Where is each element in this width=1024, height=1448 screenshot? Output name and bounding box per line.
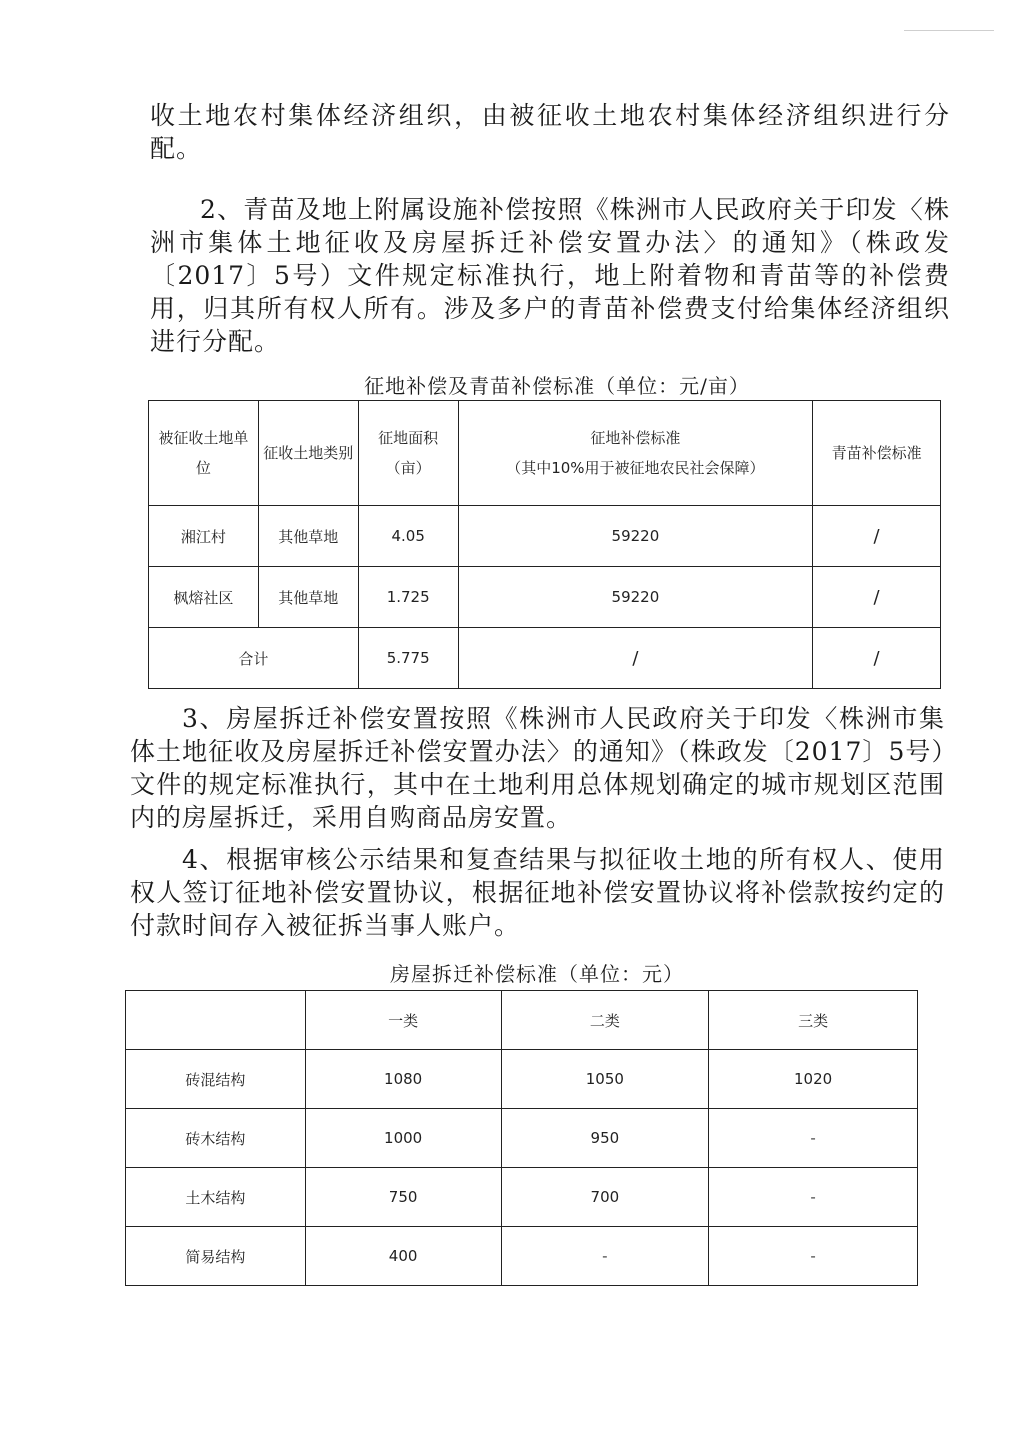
header-crop: 青苗补偿标准 [813,401,941,506]
cell-class-1: 400 [305,1227,501,1286]
paragraph-2: 2、青苗及地上附属设施补偿按照《株洲市人民政府关于印发〈株洲市集体土地征收及房屋拆迁补偿安置办法〉的通知》（株政发〔2017〕5号）文件规定标准执行，地上附着物和青苗等的补偿费用，归其所有权人所有。涉及多户的青苗补偿费支付给集体经济组织进行分配。 [150,195,950,356]
table2-caption: 房屋拆迁补偿标准（单位：元） [390,962,684,986]
cell-class-1: 750 [305,1168,501,1227]
cell-category: 其他草地 [258,567,358,628]
cell-standard: 59220 [458,506,813,567]
cell-area: 4.05 [358,506,458,567]
cell-class-3: - [709,1227,918,1286]
cell-structure: 简易结构 [126,1227,306,1286]
table-row [149,506,941,567]
header-class-3: 三类 [709,991,918,1050]
header-class-2: 二类 [501,991,709,1050]
paragraph-1: 收土地农村集体经济组织，由被征收土地农村集体经济组织进行分配。 [150,101,950,163]
header-unit: 被征收土地单位 [149,401,259,506]
header-empty [126,991,306,1050]
cell-class-2: 950 [501,1109,709,1168]
table1-header-row [149,401,941,506]
table-row [149,567,941,628]
cell-class-3: - [709,1168,918,1227]
header-area: 征地面积（亩） [358,401,458,506]
cell-unit: 枫熔社区 [149,567,259,628]
table-row [126,1227,918,1286]
table-row [126,1109,918,1168]
table2-header-row [126,991,918,1050]
paragraph-4: 4、根据审核公示结果和复查结果与拟征收土地的所有权人、使用权人签订征地补偿安置协议，根据征地补偿安置协议将补偿款按约定的付款时间存入被征拆当事人账户。 [130,845,945,940]
cell-class-2: - [501,1227,709,1286]
cell-class-1: 1000 [305,1109,501,1168]
cell-total-area: 5.775 [358,628,458,689]
land-compensation-table [148,400,941,689]
paragraph-3: 3、房屋拆迁补偿安置按照《株洲市人民政府关于印发〈株洲市集体土地征收及房屋拆迁补偿安置办法〉的通知》（株政发〔2017〕5号）文件的规定标准执行，其中在土地利用总体规划确定的城市规划区范围内的房屋拆迁，采用自购商品房安置。 [130,704,945,832]
cell-unit: 湘江村 [149,506,259,567]
cell-total-label: 合计 [149,628,359,689]
cell-class-3: - [709,1109,918,1168]
cell-area: 1.725 [358,567,458,628]
cell-class-1: 1080 [305,1050,501,1109]
cell-structure: 土木结构 [126,1168,306,1227]
cell-category: 其他草地 [258,506,358,567]
header-standard-label: 征地补偿标准 [590,429,681,447]
cell-total-standard: / [458,628,813,689]
cell-class-2: 1050 [501,1050,709,1109]
cell-class-3: 1020 [709,1050,918,1109]
table1-caption: 征地补偿及青苗补偿标准（单位：元/亩） [364,374,750,398]
header-class-1: 一类 [305,991,501,1050]
header-standard [458,401,813,506]
header-standard-note: （其中10%用于被征地农民社会保障） [506,459,765,477]
header-category: 征收土地类别 [258,401,358,506]
table-row [126,1168,918,1227]
cell-crop: / [813,567,941,628]
table-row [126,1050,918,1109]
cell-structure: 砖木结构 [126,1109,306,1168]
cell-total-crop: / [813,628,941,689]
table-total-row [149,628,941,689]
cell-class-2: 700 [501,1168,709,1227]
cell-standard: 59220 [458,567,813,628]
house-compensation-table [125,990,918,1286]
cell-structure: 砖混结构 [126,1050,306,1109]
scan-edge-line [904,30,994,31]
cell-crop: / [813,506,941,567]
